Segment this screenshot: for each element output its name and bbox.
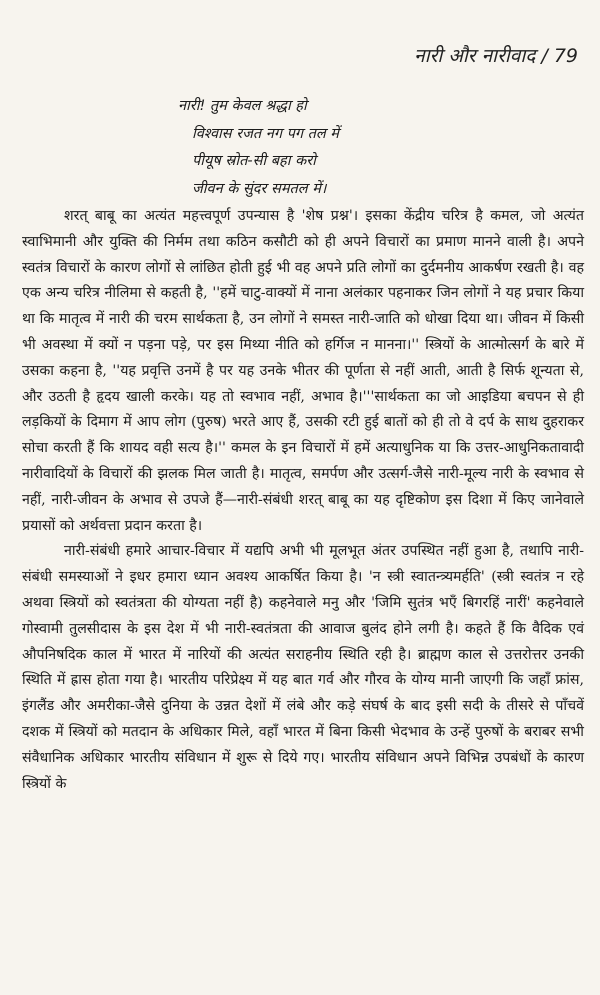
poem-stanza — [178, 93, 339, 203]
body-text — [22, 204, 584, 797]
poem-line: विश्वास रजत नग पग तल में — [192, 125, 339, 142]
paragraph: नारी-संबंधी हमारे आचार-विचार में यद्यपि अभी भी मूलभूत अंतर उपस्थित नहीं हुआ है, तथापि नारी-संबंधी समस्याओं ने इधर हमारा ध्यान अवश्य आकर्षित किया है। 'न स्त्री स्वातन्त्र्यमर्हति' (स्त्री स्वतंत्र न रहे अथवा स्त्रियों को स्वतंत्रता की योग्यता नहीं है) कहनेवाले मनु और 'जिमि सुतंत्र भएँ बिगरहिं नारीं' कहनेवाले गोस्वामी तुलसीदास के इस देश में भी नारी-स्वतंत्रता की आवाज बुलंद होने लगी है। कहते हैं कि वैदिक एवं औपनिषदिक काल में भारत में नारियों की अत्यंत सराहनीय स्थिति रही है। ब्राह्मण काल से उत्तरोत्तर उनकी स्थिति में ह्रास होता गया है। भारतीय परिप्रेक्ष्य में यह बात गर्व और गौरव के योग्य मानी जाएगी कि जहाँ फ्रांस, इंगलैंड और अमरीका-जैसे दुनिया के उन्नत देशों में लंबे और कड़े संघर्ष के बाद इसी सदी के तीसरे से पाँचवें दशक में स्त्रियों को मतदान के अधिकार मिले, वहाँ भारत में बिना किसी भेदभाव के उन्हें पुरुषों के बराबर सभी संवैधानिक अधिकार भारतीय संविधान में शुरू से दिये गए। भारतीय संविधान अपने विभिन्न उपबंधों के कारण स्त्रियों के — [22, 543, 584, 792]
poem-line: पीयूष स्रोत-सी बहा करो — [192, 153, 316, 169]
poem-line: जीवन के सुंदर समतल में। — [192, 180, 327, 197]
poem-line: नारी! तुम केवल श्रद्धा हो — [178, 98, 307, 114]
running-header: नारी और नारीवाद / 79 — [414, 45, 578, 67]
paragraph: शरत् बाबू का अत्यंत महत्त्वपूर्ण उपन्यास है 'शेष प्रश्न'। इसका केंद्रीय चरित्र है कमल, जो अत्यंत स्वाभिमानी और युक्ति की निर्मम तथा कठिन कसौटी को ही अपने विचारों का प्रमाण मानने वाली है। अपने स्वतंत्र विचारों के कारण लोगों से लांछित होती हुई भी वह अपने प्रति लोगों का दुर्दमनीय आकर्षण रखती है। वह एक अन्य चरित्र नीलिमा से कहती है, ''हमें चाटु-वाक्यों में नाना अलंकार पहनाकर जिन लोगों ने यह प्रचार किया था कि मातृत्व में नारी की चरम सार्थकता है, उन लोगों ने समस्त नारी-जाति को धोखा दिया था। जीवन में किसी भी अवस्था में क्यों न पड़ना पड़े, पर इस मिथ्या नीति को हर्गिज न मानना।'' स्त्रियों के आत्मोत्सर्ग के बारे में उसका कहना है, ''यह प्रवृत्ति उनमें है पर यह उनके भीतर की पूर्णता से नहीं आती, आती है सिर्फ शून्यता से, और उठती है हृदय खाली करके। यह तो स्वभाव नहीं, अभाव है।'''सार्थकता का जो आइडिया बचपन से ही लड़कियों के दिमाग में आप लोग (पुरुष) भरते आए हैं, उसकी रटी हुई बातों को ही तो वे दर्प के साथ दुहराकर सोचा करती हैं कि शायद वही सत्य है।'' कमल के इन विचारों में हमें अत्याधुनिक या कि उत्तर-आधुनिकतावादी नारीवादियों के विचारों की झलक मिल जाती है। मातृत्व, समर्पण और उत्सर्ग-जैसे नारी-मूल्य नारी के स्वभाव से नहीं, नारी-जीवन के अभाव से उपजे हैं—नारी-संबंधी शरत् बाबू का यह दृष्टिकोण इस दिशा में किए जानेवाले प्रयासों को अर्थवत्ता प्रदान करता है। — [22, 208, 584, 534]
